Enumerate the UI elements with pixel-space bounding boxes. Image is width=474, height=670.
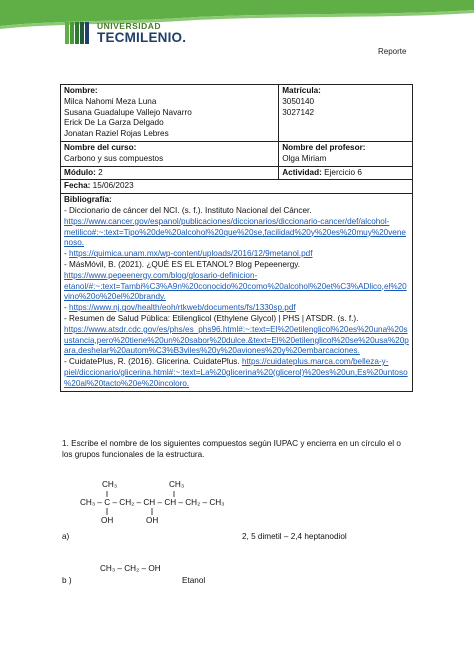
substituent-ch3-2: CH₃ [169,480,185,489]
fecha-value: 15/06/2023 [92,181,134,191]
reference-entry: - https://www.nj.gov/health/eoh/rtkweb/documents/fs/1330sp.pdf [64,303,296,313]
student-name: Susana Guadalupe Vallejo Navarro [64,107,192,117]
fecha-label: Fecha: [64,181,91,191]
matricula-value: 3050140 [282,96,315,106]
answer-b-label: b ) [62,576,72,585]
answer-a-label: a) [62,532,70,541]
answer-b-name: Etanol [182,576,206,585]
substituent-ch3-1: CH₃ [102,480,118,489]
matricula-label: Matrícula: [282,86,321,95]
reference-link[interactable]: https://www.cancer.gov/espanol/publicaciones/diccionarios/diccionario-cancer/def/alcohol-metilico#:~:text=Tipo%20de%20alcohol%20que%20se,facilidad%20y%20es%20muy%20venenoso. [64,216,406,248]
curso-value: Carbono y sus compuestos [64,153,164,163]
reference-text: - Resumen de Salud Pública: Etilenglicol (Ethylene Glycol) | PHS | ATSDR. (s. f.). [64,313,359,323]
bibliografia-label: Bibliografía: [64,195,112,205]
reference-text: - Diccionario de cáncer del NCI. (s. f.). Instituto Nacional del Cáncer. [64,205,312,215]
student-name: Milca Nahomi Meza Luna [64,96,157,106]
curso-label: Nombre del curso: [64,142,137,152]
reference-text: - CuidatePlus, R. (2016). Glicerina. CuidatePlus. [64,357,240,367]
ethanol-formula: CH₃ – CH₂ – OH [100,564,161,573]
reference-link[interactable]: https://www.atsdr.cdc.gov/es/phs/es_phs96.html#:~:text=El%20etilenglicol%20es%20una%20sustancia,pero%20tiene%20un%20sabor%20dulce.&text=El%20etilenglicol%20se%20usa%20para,deshelar%20autom%C3%B3viles%20y%20aviones%20y%20embarcaciones. [64,324,409,356]
hydroxyl-group-2: OH [146,516,159,525]
report-label: Reporte [378,47,407,56]
reference-link[interactable]: https://www.nj.gov/health/eoh/rtkweb/documents/fs/1330sp.pdf [69,303,296,313]
question-1-text: 1. Escribe el nombre de los siguientes compuestos según IUPAC y encierra en un círculo el o los grupos funcionales de la estructura. [62,439,401,459]
reference-link[interactable]: https://quimica.unam.mx/wp-content/uploads/2016/12/9metanol.pdf [69,249,313,259]
profesor-value: Olga Miriam [282,153,327,163]
reference-link[interactable]: https://www.pepeenergy.com/blog/glosario-definicion-etanol/#:~:text=Tambi%C3%A9n%20conocido%20como%20alcohol%20et%C3%ADlico,el%20vino%20o%20el%20brandy. [64,270,407,302]
modulo-value: 2 [98,167,103,177]
profesor-label: Nombre del profesor: [282,142,366,152]
nombre-label: Nombre: [64,86,98,95]
actividad-label: Actividad: [282,167,322,177]
student-name: Jonatan Raziel Rojas Lebres [64,129,169,139]
main-chain: CH₃ – C – CH₂ – CH – CH – CH₂ – CH₃ [80,498,225,507]
answer-a-name: 2, 5 dimetil – 2,4 heptanodiol [242,532,347,541]
reference-text: - MásMóvil, B. (2021). ¿QUÉ ES EL ETANOL? Blog Pepeenergy. [64,259,301,269]
student-name: Erick De La Garza Delgado [64,118,164,128]
matricula-value: 3027142 [282,107,315,117]
modulo-label: Módulo: [64,167,96,177]
actividad-value: Ejercicio 6 [324,167,362,177]
hydroxyl-group-1: OH [101,516,114,525]
reference-link[interactable]: https://cuidateplus.marca.com/belleza-y-piel/diccionario/glicerina.html#:~:text=La%20glicerina%20(glicerol)%20es%20un,Es%20untoso%20al%20tacto%20e%20incoloro. [64,357,408,388]
reference-entry: - https://quimica.unam.mx/wp-content/uploads/2016/12/9metanol.pdf [64,249,313,259]
logo-top-text: UNIVERSIDAD [97,21,162,31]
logo-bottom-text: TECMILENIO. [97,29,187,45]
